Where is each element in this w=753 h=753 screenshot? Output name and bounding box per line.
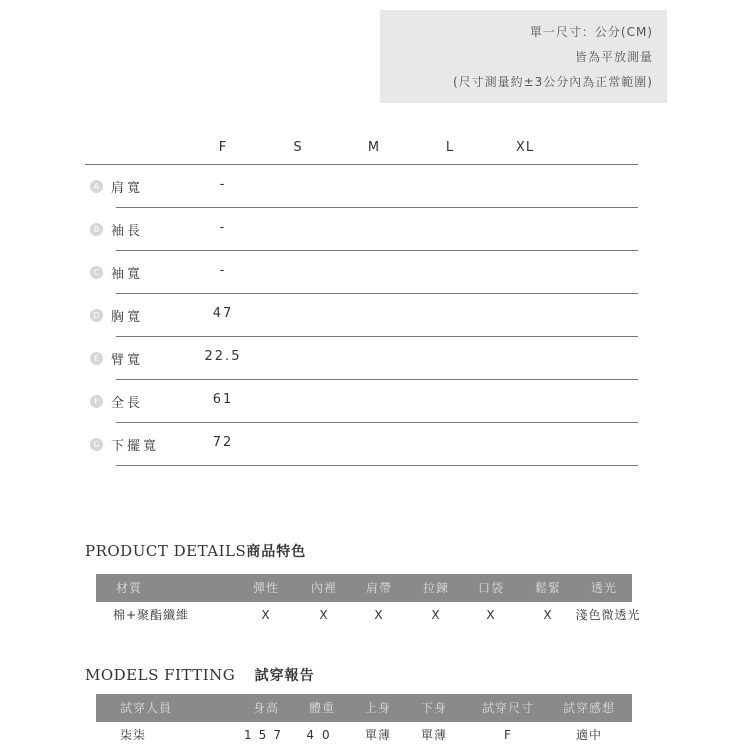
letter-badge-f: F: [90, 395, 103, 408]
value-material: 棉+聚酯纖維: [113, 608, 190, 622]
models-fitting-header: [96, 694, 632, 722]
header-lining: 內裡: [310, 581, 337, 595]
header-material: 材質: [116, 581, 143, 595]
models-fitting-values: [96, 721, 656, 749]
value-height: 157: [244, 728, 288, 742]
measure-label: 臂寬: [111, 353, 144, 368]
value-lining: X: [319, 608, 329, 622]
size-header-m: M: [367, 140, 381, 155]
header-fit-size: 試穿尺寸: [481, 701, 534, 715]
product-details-title-zh: 商品特色: [246, 544, 307, 560]
header-sheerness: 透光: [590, 581, 617, 595]
size-header-xl: XL: [515, 140, 535, 155]
value-fit-size: F: [504, 728, 512, 742]
product-details-values: [96, 601, 656, 629]
size-row-sleeve-width: [93, 251, 638, 294]
size-row-sleeve-length: [93, 208, 638, 251]
value-fit-feedback: 適中: [575, 728, 602, 742]
size-header-f: F: [218, 140, 228, 155]
header-height: 身高: [252, 701, 279, 715]
header-waistband: 鬆緊: [534, 581, 561, 595]
measurement-note: [380, 10, 667, 103]
measure-value: 61: [212, 392, 234, 407]
models-fitting-title-en: MODELS FITTING: [85, 666, 236, 684]
value-model: 柒柒: [120, 728, 147, 742]
measure-value: 22.5: [204, 349, 242, 364]
header-top: 上身: [364, 701, 391, 715]
value-weight: 40: [306, 728, 338, 742]
letter-badge-c: C: [90, 266, 103, 279]
size-row-hem: [93, 423, 638, 466]
measure-value: -: [219, 263, 227, 278]
size-row-arm: [93, 337, 638, 380]
letter-badge-a: A: [90, 180, 103, 193]
value-waistband: X: [543, 608, 553, 622]
size-row-shoulder: [93, 165, 638, 208]
models-fitting-title: [85, 665, 315, 685]
value-pocket: X: [486, 608, 496, 622]
value-sheerness: 淺色微透光: [575, 608, 641, 622]
header-elasticity: 彈性: [252, 581, 279, 595]
product-details-title: [85, 541, 306, 561]
letter-badge-d: D: [90, 309, 103, 322]
header-weight: 體重: [308, 701, 335, 715]
note-flat-measure: 皆為平放測量: [574, 50, 653, 64]
header-zipper: 拉鍊: [422, 581, 449, 595]
size-row-length: [94, 380, 638, 423]
value-bottom: 單薄: [420, 728, 447, 742]
letter-badge-b: B: [90, 223, 103, 236]
value-strap: X: [374, 608, 384, 622]
letter-badge-e: E: [90, 352, 103, 365]
value-top: 單薄: [364, 728, 391, 742]
product-details-header: [96, 574, 632, 602]
note-tolerance: (尺寸測量約±3公分內為正常範圍): [452, 75, 653, 89]
models-fitting-title-zh: 試穿報告: [254, 668, 315, 684]
header-fit-feedback: 試穿感想: [562, 701, 615, 715]
header-bottom: 下身: [420, 701, 447, 715]
measure-value: -: [219, 220, 227, 235]
measure-label: 肩寬: [111, 181, 144, 196]
measure-label: 全長: [111, 396, 144, 411]
header-pocket: 口袋: [477, 581, 504, 595]
measure-label: 袖長: [111, 224, 144, 239]
measure-value: 72: [212, 435, 234, 450]
size-header-row: [85, 136, 638, 165]
measure-value: -: [219, 177, 227, 192]
size-header-l: L: [445, 140, 455, 155]
measure-value: 47: [212, 306, 234, 321]
size-header-s: S: [293, 140, 303, 155]
value-zipper: X: [431, 608, 441, 622]
note-unit: 單一尺寸：公分(CM): [529, 25, 653, 39]
size-table: [85, 136, 638, 466]
header-model: 試穿人員: [120, 701, 173, 715]
product-details-title-en: PRODUCT DETAILS: [85, 542, 247, 560]
letter-badge-g: G: [90, 438, 103, 451]
header-strap: 肩帶: [365, 581, 392, 595]
measure-label: 胸寬: [111, 310, 144, 325]
measure-label: 袖寬: [111, 267, 144, 282]
measure-label: 下擺寬: [111, 439, 160, 454]
size-row-chest: [93, 294, 638, 337]
value-elasticity: X: [261, 608, 271, 622]
